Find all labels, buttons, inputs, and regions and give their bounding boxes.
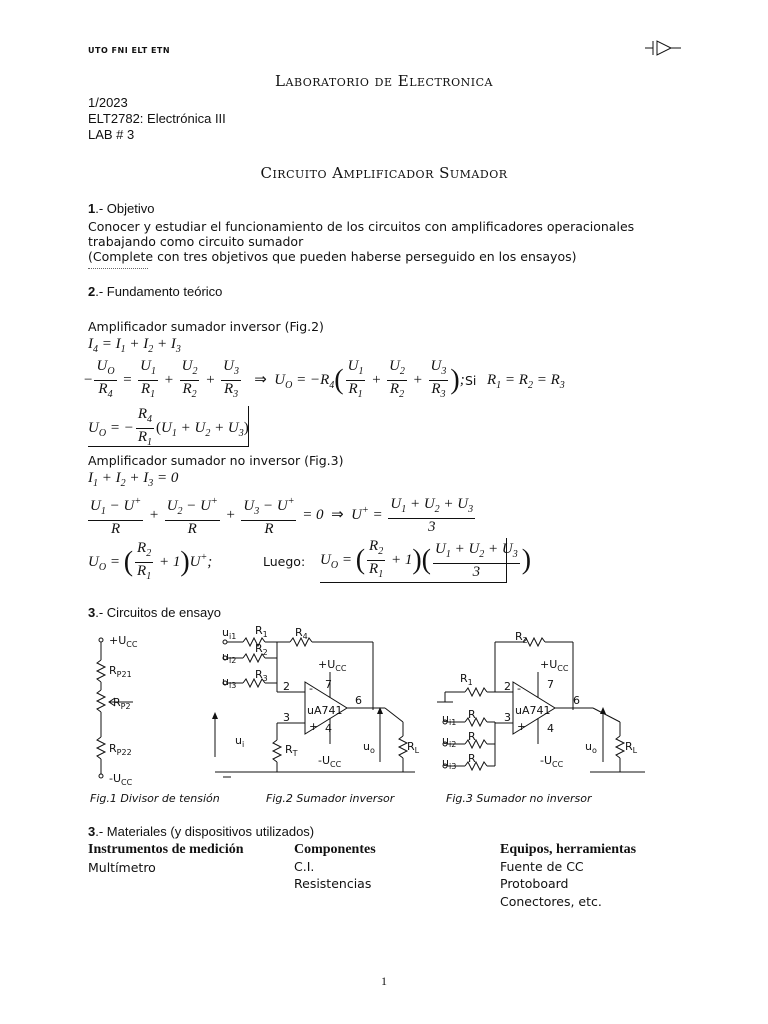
svg-text:6: 6	[573, 694, 580, 707]
svg-text:R2: $R_2$	[255, 642, 268, 657]
si-label: Si	[465, 373, 477, 388]
svg-text:3: 3	[504, 711, 511, 724]
column-instruments-heading: Instrumentos de medición	[88, 842, 244, 857]
header-institution: UTO FNI ELT ETN	[88, 46, 171, 55]
svg-text:RP22: $R_{P22}$	[109, 742, 132, 757]
equipment-item: Conectores, etc.	[500, 894, 602, 909]
inverting-title: Amplificador sumador inversor (Fig.2)	[88, 319, 324, 334]
svg-text:ui1: $u_{i1}$	[222, 626, 237, 641]
svg-text:ui3: $u_{i3}$	[442, 756, 457, 771]
page-number: 1	[381, 974, 387, 988]
svg-text:ui3: $u_{i3}$	[222, 675, 237, 690]
section4-title: .- Materiales (y dispositivos utilizados)	[95, 824, 315, 839]
section1-line1: Conocer y estudiar el funcionamiento de los circuitos con amplificadores operacionales	[88, 219, 635, 234]
svg-text:7: 7	[325, 678, 332, 691]
equation-noninverting-gain: $U_O$ = ( $\frac{R_2}{R_1}$ + 1)U+;	[88, 540, 213, 582]
opamp-logo-icon	[645, 38, 685, 58]
svg-text:uo: $u_o$	[585, 740, 597, 755]
svg-text:ui: $u_i$	[235, 734, 245, 749]
svg-text:RL: $R_L$	[625, 740, 638, 755]
svg-text:R1: $R_1$	[255, 624, 268, 639]
svg-text:R: R	[468, 730, 476, 743]
section1-title: .- Objetivo	[95, 201, 155, 216]
svg-text:RT: $R_T$	[285, 743, 298, 758]
section4-number: 3	[88, 824, 96, 839]
column-equipment-heading: Equipos, herramientas	[500, 842, 637, 857]
svg-text:+: +	[309, 720, 319, 733]
equation-inverting-derivation: − $\frac{U_O}{R_4}$ = $\frac{U_1}{R_1}$ + $\frac{U_2}{R_2}$ + $\frac{U_3}{R_3}$ ⇒ $U_O = -R_4$( $\frac{U_1}{R_1}$ + $\frac{U_2}{R_2}$ + $\frac{U_3}{R_3}$ );	[84, 358, 465, 400]
equation-noninverting-result: $U_O$ = ( $\frac{R_2}{R_1}$ + 1)( $\frac{U_1 + U_2 + U_3}{3}$ )	[320, 538, 507, 583]
section2-heading	[88, 284, 222, 299]
equipment-item: Fuente de CC	[500, 859, 584, 874]
section2-number: 2	[88, 284, 96, 299]
noninverting-title: Amplificador sumador no inversor (Fig.3)	[88, 453, 344, 468]
svg-text:-UCC: $-U_{CC}$	[318, 754, 342, 769]
equation-equal-resistors: $R_1 = R_2 = R_3$	[487, 372, 565, 391]
svg-text:R: R	[468, 708, 476, 721]
section2-title: .- Fundamento teórico	[95, 284, 223, 299]
semester: 1/2023	[88, 95, 128, 110]
fig2-opamp-label: uA741	[307, 704, 343, 717]
test-circuits-diagram	[85, 622, 685, 792]
component-item: Resistencias	[294, 876, 372, 891]
svg-text:ui2: $u_{i2}$	[222, 650, 237, 665]
svg-text:3: 3	[283, 711, 290, 724]
lab-number: LAB # 3	[88, 127, 135, 142]
svg-text:uo: $u_o$	[363, 740, 375, 755]
svg-text:RP2: $R_{P2}$	[113, 696, 131, 711]
svg-text:R2: $R_2$	[515, 630, 528, 645]
equation-current-sum: $I_4 = I_1 + I_2 + I_3$	[88, 336, 181, 355]
svg-text:2: 2	[283, 680, 290, 693]
equation-inverting-result: $U_O$ = − $\frac{R_4}{R_1}$ $(U_1 + U_2 + U_3)$	[88, 406, 249, 448]
section1-line2: trabajando como circuito sumador	[88, 234, 304, 249]
svg-text:2: 2	[504, 680, 511, 693]
svg-text:+: +	[517, 720, 527, 733]
fig3-caption: Fig.3 Sumador no inversor	[446, 792, 592, 805]
column-components-heading: Componentes	[294, 842, 376, 857]
svg-text:R3: $R_3$	[255, 668, 268, 683]
section1-line3: (Complete con tres objetivos que pueden haberse perseguido en los ensayos)	[88, 249, 577, 264]
svg-text:-UCC: $-U_{CC}$	[540, 754, 564, 769]
svg-text:R: R	[468, 752, 476, 765]
equation-current-zero: $I_1 + I_2 + I_3 = 0$	[88, 470, 179, 489]
section1-number: 1	[88, 201, 96, 216]
svg-text:+UCC: $+U_{CC}$	[109, 634, 138, 649]
section3-heading	[88, 605, 221, 620]
svg-text:-: -	[309, 682, 313, 695]
svg-text:ui2: $u_{i2}$	[442, 734, 457, 749]
section3-number: 3	[88, 605, 96, 620]
svg-text:-UCC: $-U_{CC}$	[109, 772, 133, 787]
svg-text:R1: $R_1$	[460, 672, 473, 687]
dotted-line	[88, 268, 148, 269]
svg-text:-: -	[517, 682, 521, 695]
svg-text:RL: $R_L$	[407, 740, 420, 755]
svg-text:6: 6	[355, 694, 362, 707]
course-code: ELT2782: Electrónica III	[88, 111, 226, 126]
instrument-item: Multímetro	[88, 860, 156, 875]
svg-text:+UCC: $+U_{CC}$	[540, 658, 569, 673]
section1-heading	[88, 201, 154, 216]
svg-text:RP21: $R_{P21}$	[109, 664, 132, 679]
fig2-caption: Fig.2 Sumador inversor	[266, 792, 395, 805]
document-title: Laboratorio de Electronica	[275, 72, 493, 90]
component-item: C.I.	[294, 859, 315, 874]
equation-noninverting-derivation: $\frac{U_1 - U^+}{R}$ + $\frac{U_2 - U^+}{R}$ + $\frac{U_3 - U^+}{R}$ = 0 ⇒ U+ = $\frac{U_1 + U_2 + U_3}{3}$	[90, 496, 474, 537]
svg-text:+UCC: $+U_{CC}$	[318, 658, 347, 673]
svg-text:7: 7	[547, 678, 554, 691]
lab-subtitle: Circuito Amplificador Sumador	[260, 164, 508, 182]
luego-label: Luego:	[263, 554, 306, 569]
svg-text:4: 4	[325, 722, 332, 735]
svg-text:ui1: $u_{i1}$	[442, 712, 457, 727]
section3-title: .- Circuitos de ensayo	[95, 605, 221, 620]
svg-text:4: 4	[547, 722, 554, 735]
section4-heading	[88, 824, 314, 839]
fig3-opamp-label: uA741	[515, 704, 551, 717]
fig1-caption: Fig.1 Divisor de tensión	[90, 792, 220, 805]
equipment-item: Protoboard	[500, 876, 569, 891]
svg-text:R4: $R_4$	[295, 626, 308, 641]
